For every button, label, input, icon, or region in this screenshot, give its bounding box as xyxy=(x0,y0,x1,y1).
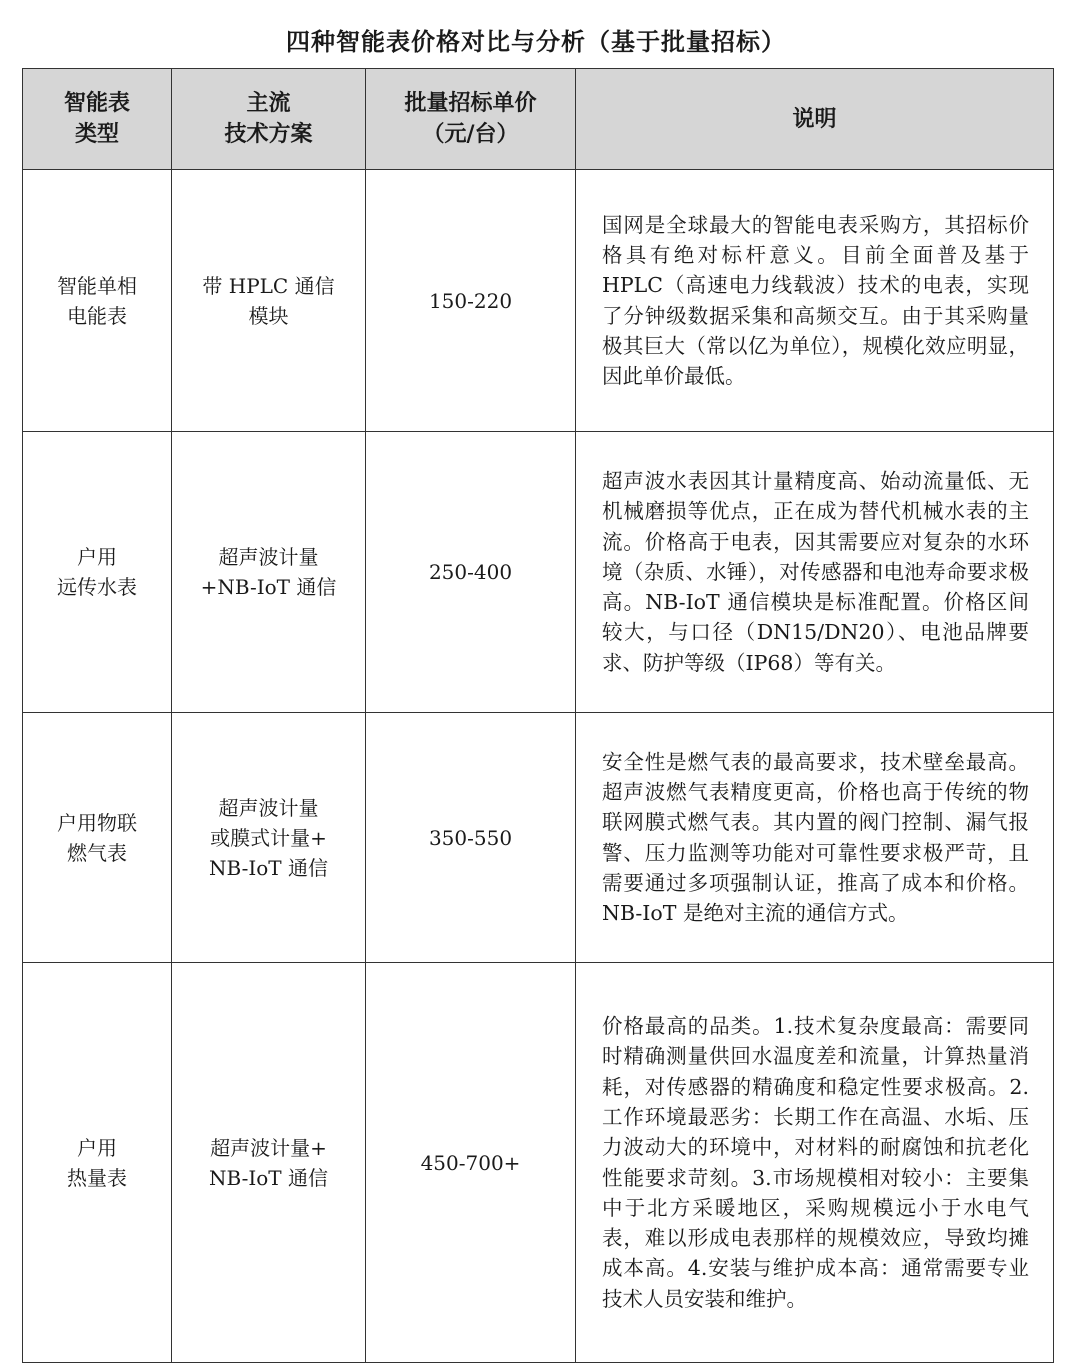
row-unit-price: 250-400 xyxy=(366,432,576,713)
price-comparison-table xyxy=(22,68,1054,1363)
row-description: 价格最高的品类。1.技术复杂度最高：需要同时精确测量供回水温度差和流量，计算热量消耗，对传感器的精确度和稳定性要求极高。2.工作环境最恶劣：长期工作在高温、水垢、压力波动大的环境中，对材料的耐腐蚀和抗老化性能要求苛刻。3.市场规模相对较小：主要集中于北方采暖地区，采购规模远小于水电气表，难以形成电表那样的规模效应，导致均摊成本高。4.安装与维护成本高：通常需要专业技术人员安装和维护。 xyxy=(576,963,1054,1363)
row-description: 超声波水表因其计量精度高、始动流量低、无机械磨损等优点，正在成为替代机械水表的主流。价格高于电表，因其需要应对复杂的水环境（杂质、水锤），对传感器和电池寿命要求极高。NB-IoT 通信模块是标准配置。价格区间较大，与口径（DN15/DN20）、电池品牌要求、防护等级（IP68）等有关。 xyxy=(576,432,1054,713)
row-tech-solution: 超声波计量 +NB-IoT 通信 xyxy=(172,432,366,713)
row-meter-type: 户用 远传水表 xyxy=(23,432,172,713)
table-header-row xyxy=(23,69,1054,170)
header-description: 说明 xyxy=(576,69,1054,170)
table-row xyxy=(23,432,1054,713)
header-tech-solution: 主流 技术方案 xyxy=(172,69,366,170)
table-row xyxy=(23,963,1054,1363)
row-meter-type: 智能单相 电能表 xyxy=(23,170,172,432)
header-meter-type: 智能表 类型 xyxy=(23,69,172,170)
row-tech-solution: 带 HPLC 通信 模块 xyxy=(172,170,366,432)
row-unit-price: 350-550 xyxy=(366,713,576,963)
row-tech-solution: 超声波计量 或膜式计量+ NB-IoT 通信 xyxy=(172,713,366,963)
row-meter-type: 户用物联 燃气表 xyxy=(23,713,172,963)
table-row xyxy=(23,170,1054,432)
document-title: 四种智能表价格对比与分析（基于批量招标） xyxy=(286,27,786,56)
row-meter-type: 户用 热量表 xyxy=(23,963,172,1363)
row-description: 国网是全球最大的智能电表采购方，其招标价格具有绝对标杆意义。目前全面普及基于 HPLC（高速电力线载波）技术的电表，实现了分钟级数据采集和高频交互。由于其采购量极其巨大（常以亿为单位），规模化效应明显，因此单价最低。 xyxy=(576,170,1054,432)
header-unit-price: 批量招标单价 （元/台） xyxy=(366,69,576,170)
row-unit-price: 450-700+ xyxy=(366,963,576,1363)
row-unit-price: 150-220 xyxy=(366,170,576,432)
table-row xyxy=(23,713,1054,963)
row-tech-solution: 超声波计量+ NB-IoT 通信 xyxy=(172,963,366,1363)
row-description: 安全性是燃气表的最高要求，技术壁垒最高。超声波燃气表精度更高，价格也高于传统的物联网膜式燃气表。其内置的阀门控制、漏气报警、压力监测等功能对可靠性要求极严苛，且需要通过多项强制认证，推高了成本和价格。NB-IoT 是绝对主流的通信方式。 xyxy=(576,713,1054,963)
